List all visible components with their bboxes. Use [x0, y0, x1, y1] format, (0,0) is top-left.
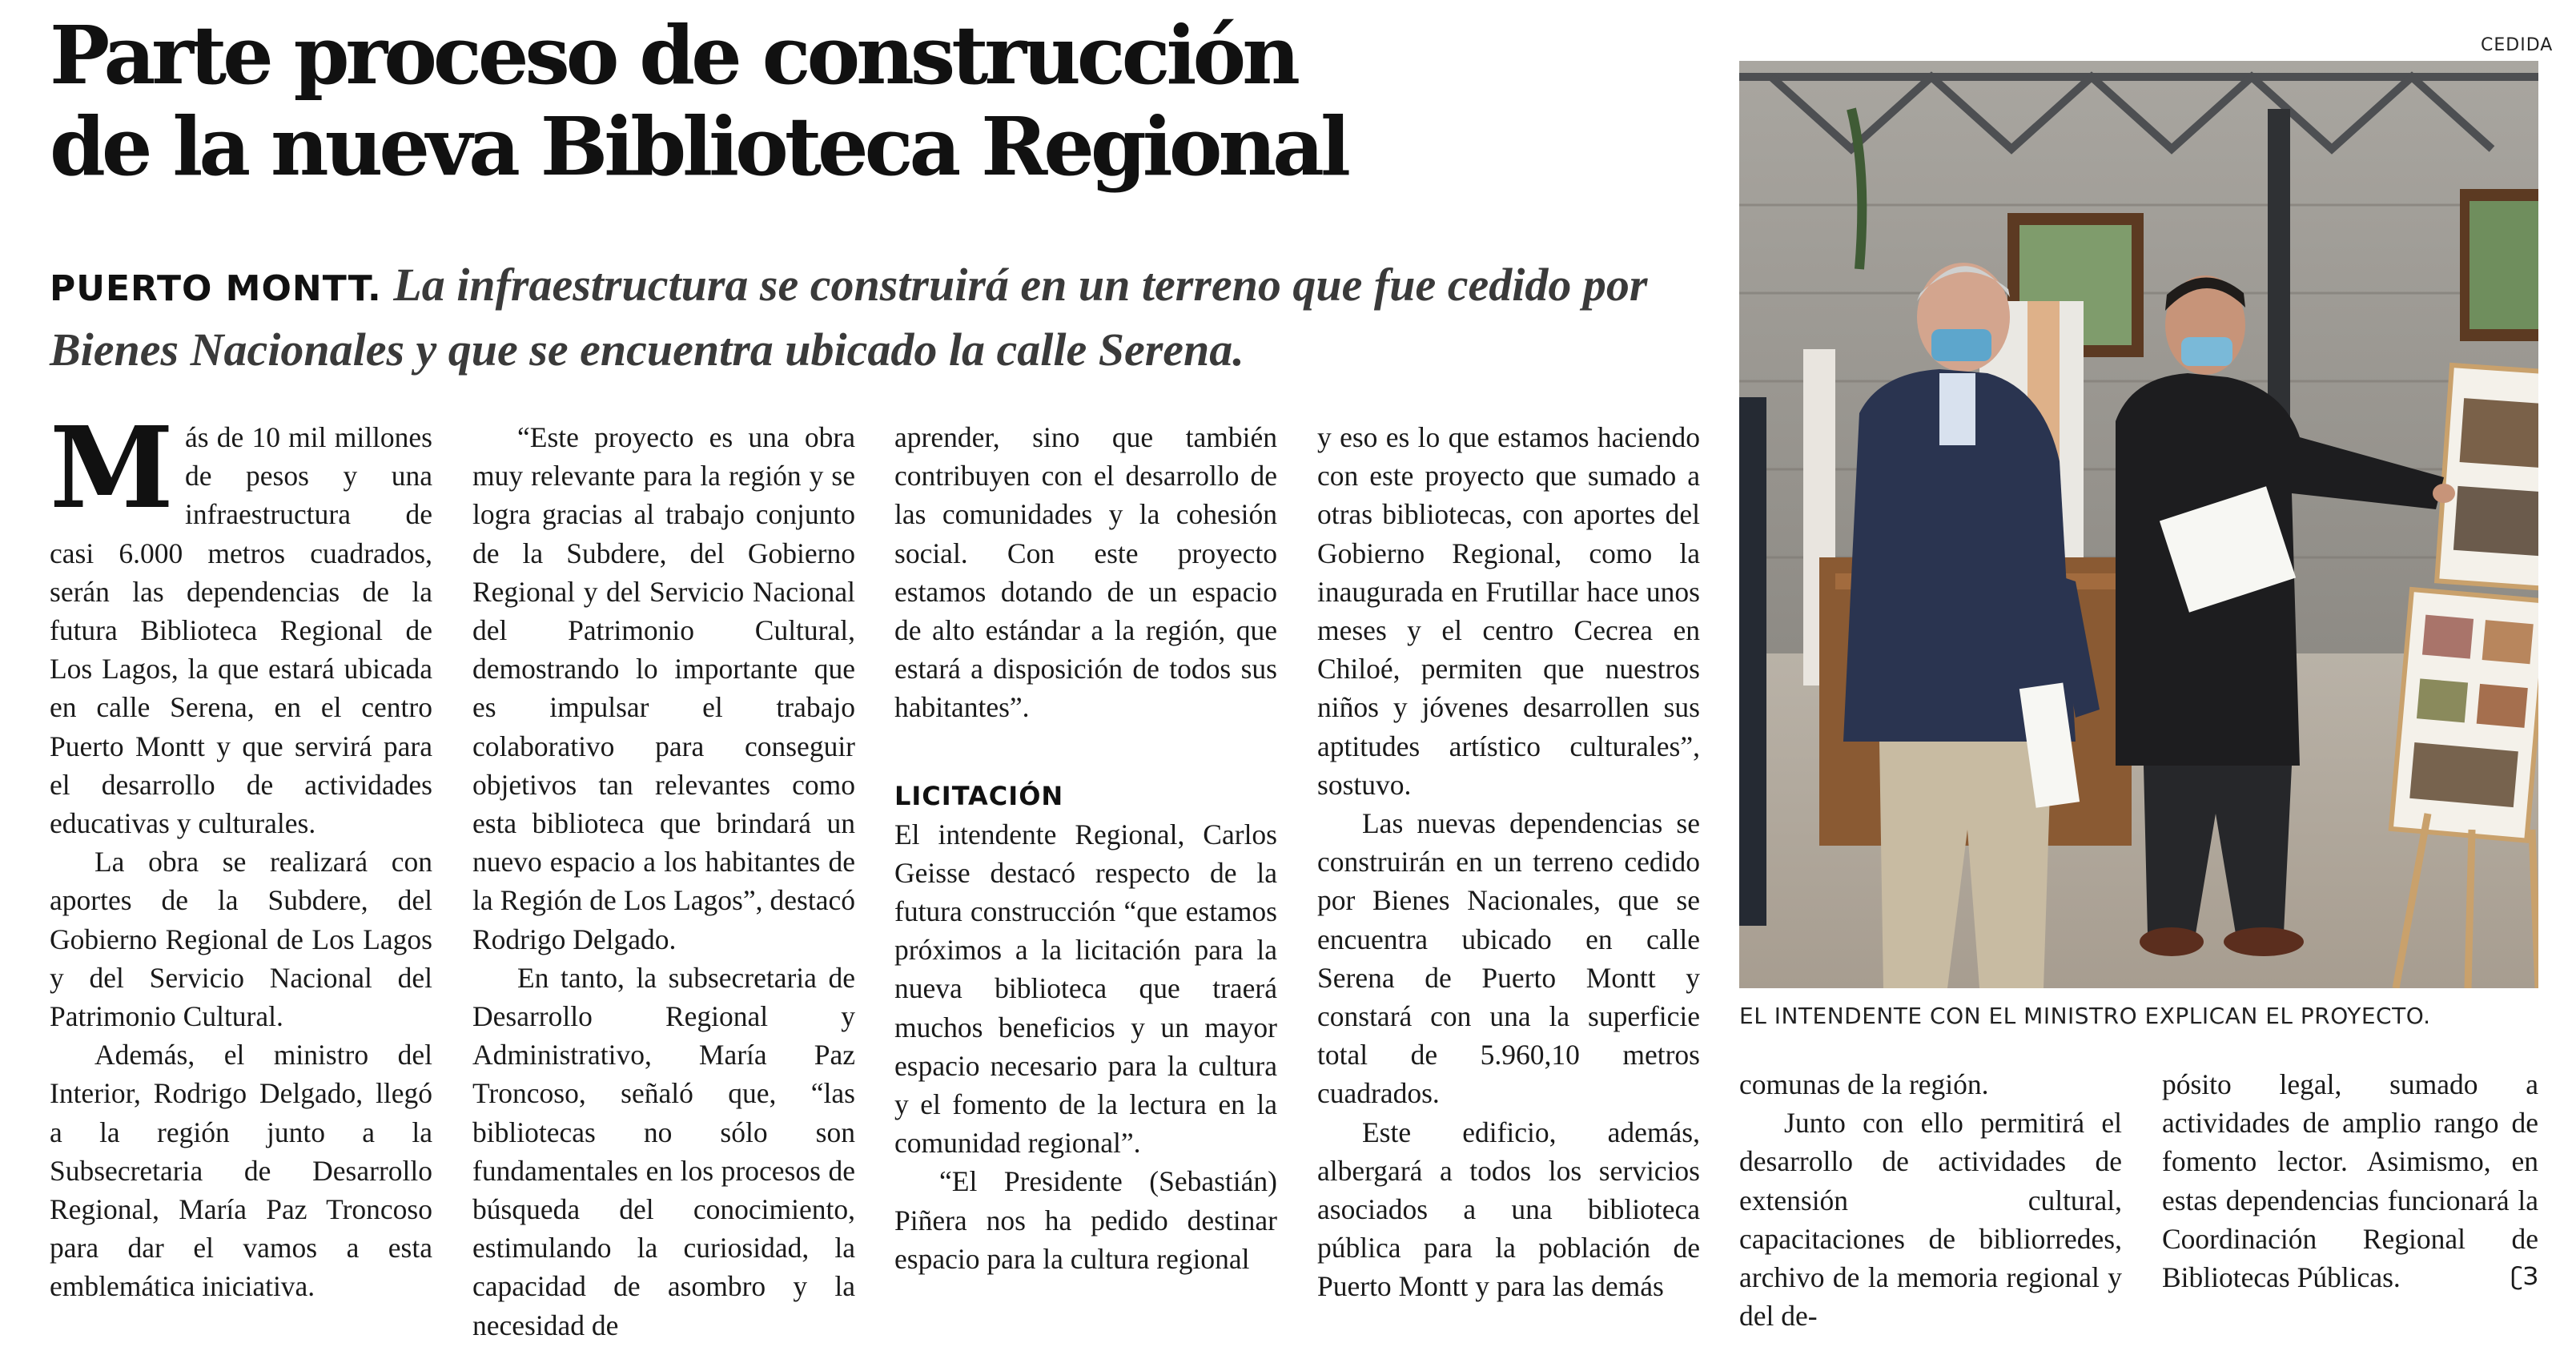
paragraph: comunas de la región. [1739, 1068, 1989, 1100]
article-column-4 [1317, 418, 1700, 1306]
dateline: PUERTO MONTT. [50, 268, 382, 309]
lede-text: La infraestructura se construirá en un terreno que fue cedido por Bienes Nacionales y que se encuentra ubicado la calle Serena. [50, 259, 1648, 376]
paragraph: Junto con ello permitirá el desarrollo de actividades de extensión cultural, capacitaciones de bibliorredes, archivo de la memoria regional y del de- [1739, 1107, 2122, 1333]
paragraph: Este edificio, además, albergará a todos los servicios asociados a una biblioteca pública para la población de Puerto Montt y para las demás [1317, 1116, 1700, 1303]
photo-credit: CEDIDA [2481, 35, 2554, 55]
section-subhead: LICITACIÓN [894, 780, 1064, 811]
article-column-3 [894, 418, 1277, 1278]
paragraph: Las nuevas dependencias se construirán en un terreno cedido por Bienes Nacionales, que se encuentra ubicado en calle Serena de Puerto Montt y constará con una la superficie total de 5.960,10 metros cuadrados. [1317, 807, 1700, 1110]
article-photo [1739, 61, 2538, 988]
article-column-1 [50, 403, 432, 1306]
article-column-5 [1739, 1065, 2122, 1335]
paragraph: “Este proyecto es una obra muy relevante para la región y se logra gracias al trabajo conjunto de la Subdere, del Gobierno Regional y del Servicio Nacional del Patrimonio Cultural, demostrando lo importante que es impulsar el trabajo colaborativo para conseguir objetivos tan relevantes como esta biblioteca que brindará un nuevo espacio a los habitantes de la Región de Los Lagos”, destacó Rodrigo Delgado. [472, 421, 855, 955]
photo-caption: EL INTENDENTE CON EL MINISTRO EXPLICAN EL PROYECTO. [1739, 1003, 2431, 1029]
paragraph-text: ás de 10 mil millones de pesos y una infraestructura de casi 6.000 metros cuadrados, serán las dependencias de la futura Biblioteca Regional de Los Lagos, la que estará ubicada en calle Serena, en el centro Puerto Montt y que servirá para el desarrollo de actividades educativas y culturales. [50, 421, 432, 840]
paragraph: aprender, sino que también contribuyen con el desarrollo de las comunidades y la cohesión social. Con este proyecto estamos dotando de un espacio de alto estándar a la región, que estará a disposición de todos sus habitantes”. [894, 421, 1277, 724]
end-mark-icon: ʗЗ [2510, 1263, 2538, 1292]
article-column-6 [2162, 1065, 2538, 1297]
article-column-2 [472, 418, 855, 1345]
paragraph: La obra se realizará con aportes de la Subdere, del Gobierno Regional de Los Lagos y del Servicio Nacional del Patrimonio Cultural. [50, 846, 432, 1033]
headline-line-1: Parte proceso de construcción [50, 8, 1296, 103]
paragraph: y eso es lo que estamos haciendo con este proyecto que sumado a otras bibliotecas, con aportes del Gobierno Regional, como la inaugurada en Frutillar hace unos meses y el centro Cecrea en Chiloé, permiten que nuestros niños y jóvenes desarrollen sus aptitudes artístico culturales”, sostuvo. [1317, 421, 1700, 801]
photo-illustration [1739, 61, 2538, 988]
headline [50, 10, 1651, 192]
paragraph: Además, el ministro del Interior, Rodrigo Delgado, llegó a la región junto a la Subsecretaria de Desarrollo Regional, María Paz Troncoso para dar el vamos a esta emblemática iniciativa. [50, 1039, 432, 1303]
paragraph: El intendente Regional, Carlos Geisse destacó respecto de la futura construcción “que estamos próximos a la licitación para la nueva biblioteca que traerá muchos beneficios y un mayor espacio necesario para la cultura y el fomento de la lectura en la comunidad regional”. [894, 818, 1277, 1160]
paragraph: En tanto, la subsecretaria de Desarrollo Regional y Administrativo, María Paz Troncoso, señaló que, “las bibliotecas no sólo son fundamentales en los procesos de búsqueda del conocimiento, estimulando la curiosidad, la capacidad de asombro y la necesidad de [472, 961, 855, 1341]
headline-line-2: de la nueva Biblioteca Regional [50, 99, 1347, 194]
paragraph-text: pósito legal, sumado a actividades de amplio rango de fomento lector. Asimismo, en estas dependencias funcionará la Coordinación Regional de Bibliotecas Públicas. [2162, 1068, 2538, 1294]
drop-cap: M [50, 403, 174, 534]
paragraph [2162, 1065, 2538, 1297]
paragraph: “El Presidente (Sebastián) Piñera nos ha pedido destinar espacio para la cultura regional [894, 1165, 1277, 1275]
paragraph [50, 403, 432, 842]
lede [50, 255, 1691, 380]
